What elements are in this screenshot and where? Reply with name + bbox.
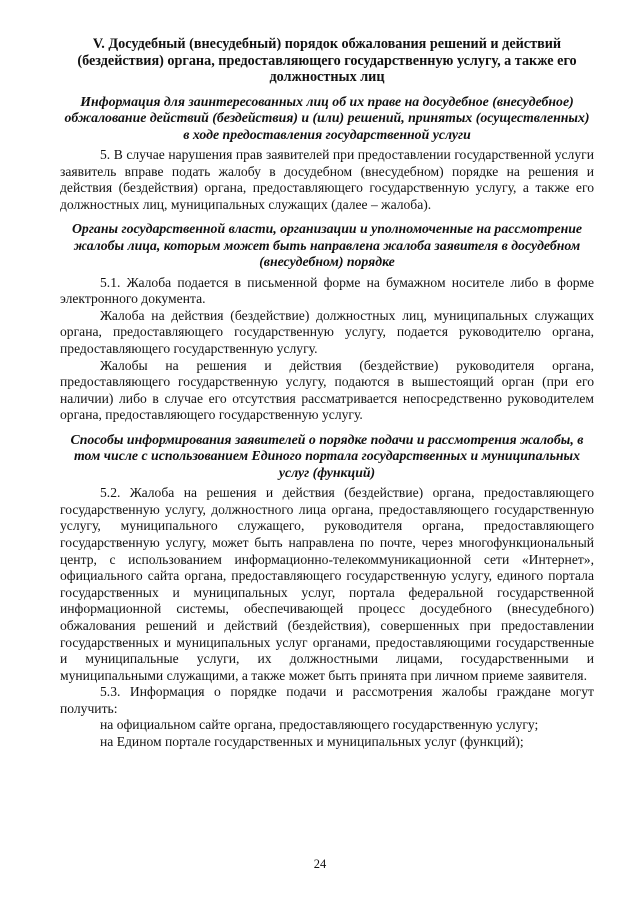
list-item-official-site: на официальном сайте органа, предоставляющего государственную услугу; — [100, 717, 539, 733]
paragraph-5-3: 5.3. Информация о порядке подачи и рассмотрения жалобы граждане могут получить: — [60, 684, 594, 716]
list-item-unified-portal: на Едином портале государственных и муниципальных услуг (функций); — [100, 734, 524, 750]
section-title: V. Досудебный (внесудебный) порядок обжалования решений и действий (бездействия) органа, предоставляющего государственную услугу, а также его должностных лиц — [77, 36, 577, 86]
paragraph-5: 5. В случае нарушения прав заявителей при предоставлении государственной услуги заявитель вправе подать жалобу в досудебном (внесудебном) порядке на решения и действия (бездействия) органа, предоставляющего государственную услугу, а также его должностных лиц, муниципальных служащих (далее – жалоба). — [60, 147, 594, 212]
paragraph-5-2: 5.2. Жалоба на решения и действия (бездействие) органа, предоставляющего государственную услугу, должностного лица органа, предоставляющего государственную услугу, муниципального служащего, руководителя органа, предоставляющего государственную услугу, может быть направлена по почте, через многофункциональный центр, с использованием информационно-телекоммуникационной сети «Интернет», официального сайта органа, предоставляющего государственную услугу, единого портала государственных и муниципальных услуг, портала федеральной государственной информационной системы, обеспечивающей процесс досудебного (внесудебного) обжалования решений и действий (бездействия), совершенных при предоставлении государственных и муниципальных услуг органами, предоставляющими государственные и муниципальные услуги, их должностными лицами, государственными и муниципальными служащими, а также может быть принята при личном приеме заявителя. — [60, 485, 594, 683]
paragraph-5-1-head: Жалобы на решения и действия (бездействие) руководителя органа, предоставляющего государственную услугу, подаются в вышестоящий орган (при его наличии) либо в случае его отсутствия рассматривается непосредственно руководителем органа, предоставляющего государственную услугу. — [60, 357, 594, 423]
subsection-heading-rights: Информация для заинтересованных лиц об их праве на досудебное (внесудебное) обжалование действий (бездействия) и (или) решений, принятых (осуществленных) в ходе предоставления государственной услуги — [64, 93, 590, 142]
subsection-heading-authorities: Органы государственной власти, организации и уполномоченные на рассмотрение жалобы лица, которым может быть направлена жалоба заявителя в досудебном (внесудебном) порядке — [71, 221, 583, 270]
paragraph-5-1: 5.1. Жалоба подается в письменной форме на бумажном носителе либо в форме электронного документа. — [60, 274, 594, 307]
page-number: 24 — [313, 857, 327, 871]
subsection-heading-informing: Способы информирования заявителей о порядке подачи и рассмотрения жалобы, в том числе с использованием Единого портала государственных и муниципальных услуг (функций) — [70, 431, 584, 480]
paragraph-5-1-officials: Жалоба на действия (бездействие) должностных лиц, муниципальных служащих органа, предоставляющего государственную услугу, подается руководителю органа, предоставляющего государственную услугу. — [60, 307, 594, 356]
